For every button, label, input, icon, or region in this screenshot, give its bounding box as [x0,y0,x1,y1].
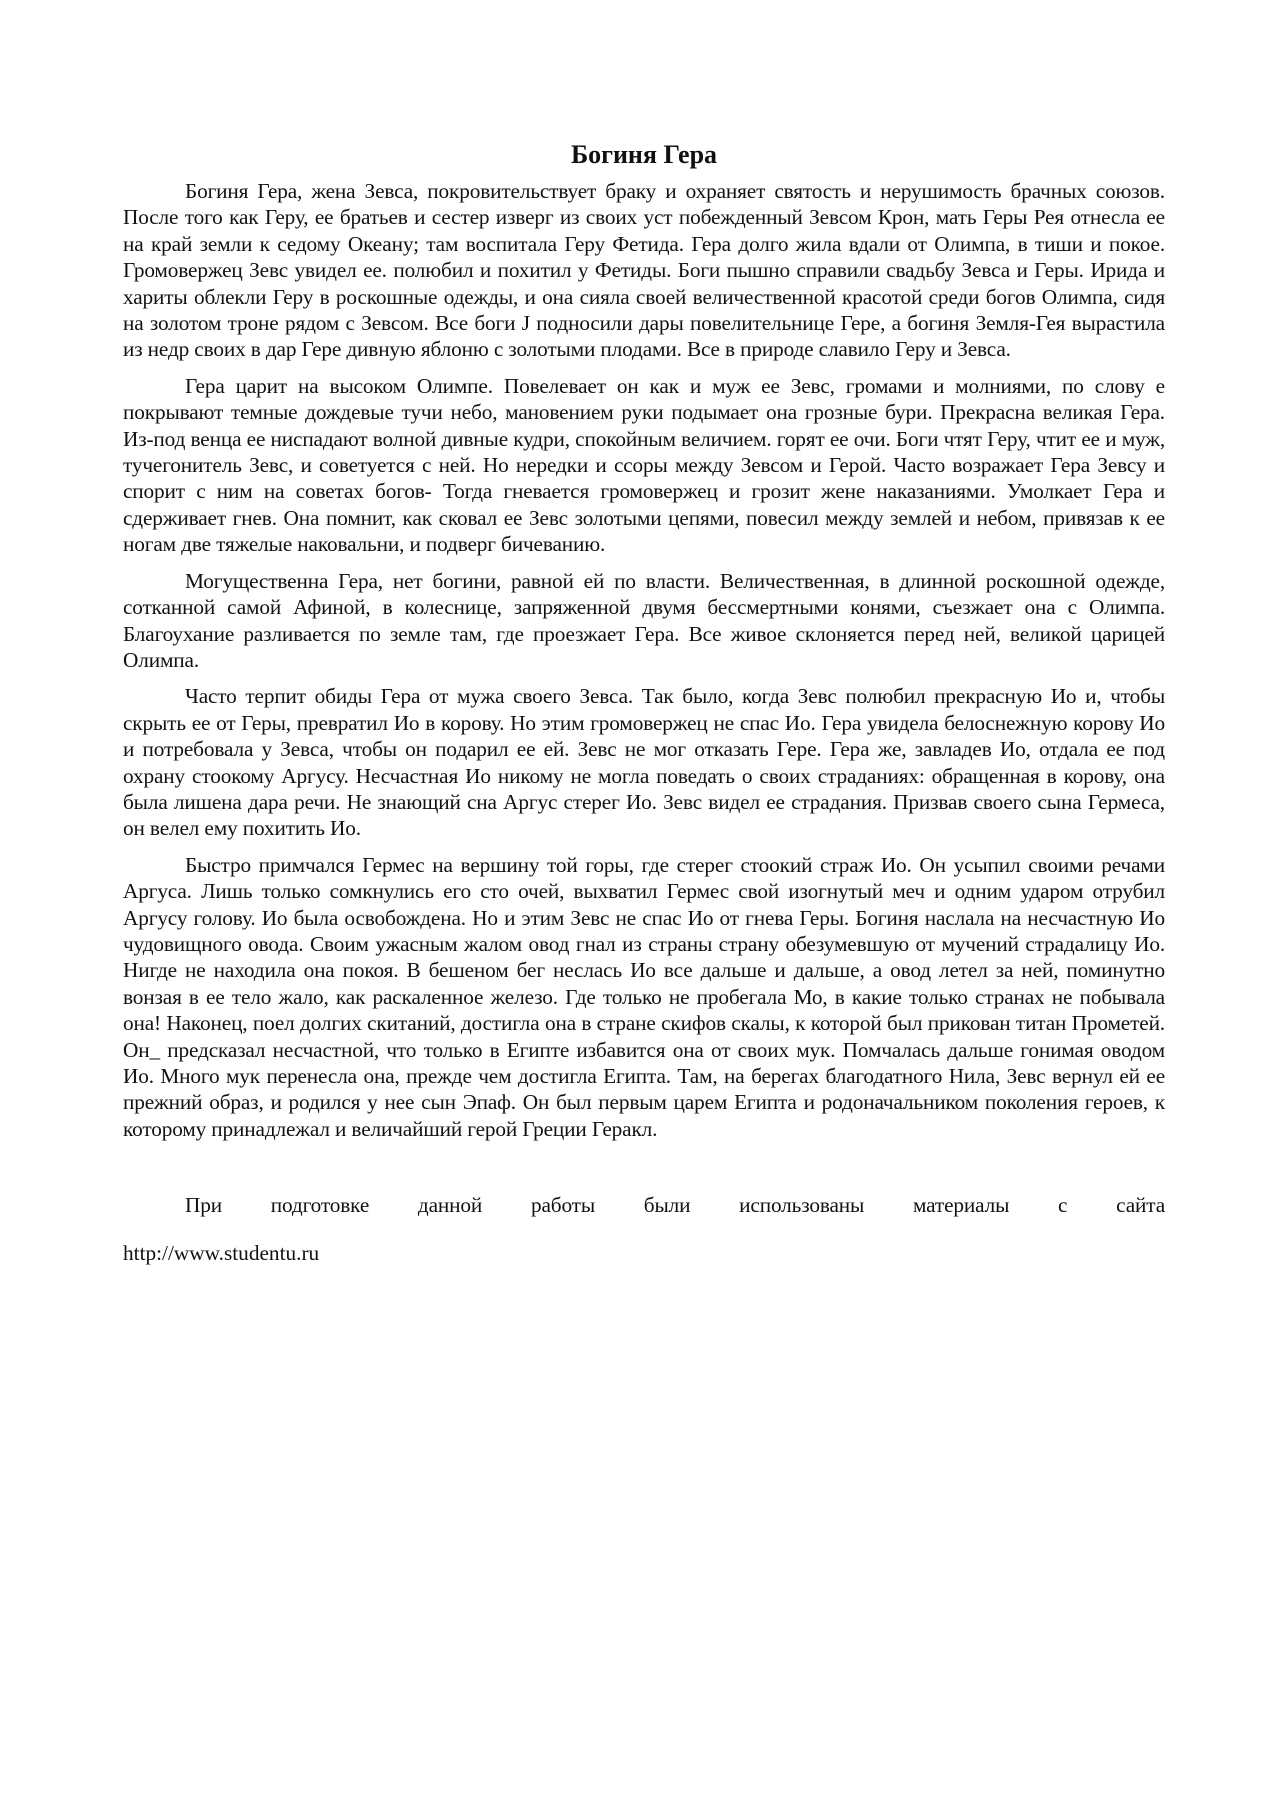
source-url: http://www.studentu.ru [123,1240,320,1265]
paragraph: Могущественна Гера, нет богини, равной ей по власти. Величественная, в длинной роскошной одежде, сотканной самой Афиной, в колеснице, запряженной двумя бессмертными конями, съезжает она с Олимпа. Благоухание разливается по земле там, где проезжает Гера. Все живое склоняется перед ней, великой царицей Олимпа. [123,568,1165,672]
document-title: Богиня Гера [570,140,718,169]
paragraph: Быстро примчался Гермес на вершину той горы, где стерег стоокий страж Ио. Он усыпил своими речами Аргуса. Лишь только сомкнулись его сто очей, выхватил Гермес свой изогнутый меч и одним ударом отрубил Аргусу голову. Ио была освобождена. Но и этим Зевс не спас Ио от гнева Геры. Богиня наслала на несчастную Ио чудовищного овода. Своим ужасным жалом овод гнал из страны страну обезумевшую от мучений страдалицу Ио. Нигде не находила она покоя. В бешеном бег неслась Ио все дальше и дальше, а овод летел за ней, поминутно вонзая в ее тело жало, как раскаленное железо. Где только не пробегала Мо, в какие только странах не побывала она! Наконец, поел долгих скитаний, достигла она в стране скифов скалы, к которой был прикован титан Прометей. Он_ предсказал несчастной, что только в Египте избавится она от своих мук. Помчалась дальше гонимая оводом Ио. Много мук перенесла она, прежде чем достигла Египта. Там, на берегах благодатного Нила, Зевс вернул ей ее прежний образ, и родился у нее сын Эпаф. Он был первым царем Египта и родоначальником поколения героев, к которому принадлежал и величайший герой Греции Геракл. [123,852,1165,1141]
document-page [123,138,1165,1266]
paragraph: Богиня Гера, жена Зевса, покровительствует браку и охраняет святость и нерушимость брачных союзов. После того как Геру, ее братьев и сестер изверг из своих уст побежденный Зевсом Крон, мать Геры Рея отнесла ее на край земли к седому Океану; там воспитала Геру Фетида. Гера долго жила вдали от Олимпа, в тиши и покое. Громовержец Зевс увидел ее. полюбил и похитил у Фетиды. Боги пышно справили свадьбу Зевса и Геры. Ирида и хариты облекли Геру в роскошные одежды, и она сияла своей величественной красотой среди богов Олимпа, сидя на золотом троне рядом с Зевсом. Все боги J подносили дары повелительнице Гере, а богиня Земля-Гея вырастила из недр своих в дар Гере дивную яблоню с золотыми плодами. Все в природе славило Геру и Зевса. [123,179,1165,362]
paragraph: Гера царит на высоком Олимпе. Повелевает он как и муж ее Зевс, громами и молниями, по слову е покрывают темные дождевые тучи небо, мановением руки подымает она грозные бури. Прекрасна великая Гера. Из-под венца ее ниспадают волной дивные кудри, спокойным величием. горят ее очи. Боги чтят Геру, чтит ее и муж, тучегонитель Зевс, и советуется с ней. Но нередки и ссоры между Зевсом и Герой. Часто возражает Гера Зевсу и спорит с ним на советах богов- Тогда гневается громовержец и грозит жене наказаниями. Умолкает Гера и сдерживает гнев. Она помнит, как сковал ее Зевс золотыми цепями, повесил между землей и небом, привязав к ее ногам две тяжелые наковальни, и подверг бичеванию. [123,373,1165,557]
source-note: При подготовке данной работы были использованы материалы с сайта [185,1193,1165,1218]
paragraph: Часто терпит обиды Гера от мужа своего Зевса. Так было, когда Зевс полюбил прекрасную Ио и, чтобы скрыть ее от Геры, превратил Ио в корову. Но этим громовержец не спас Ио. Гера увидела белоснежную корову Ио и потребовала у Зевса, чтобы он подарил ее ей. Зевс не мог отказать Гере. Гера же, завладев Ио, отдала ее под охрану стоокому Аргусу. Несчастная Ио никому не могла поведать о своих страданиях: обращенная в корову, она была лишена дара речи. Не знающий сна Аргус стерег Ио. Зевс видел ее страдания. Призвав своего сына Гермеса, он велел ему похитить Ио. [123,684,1165,841]
